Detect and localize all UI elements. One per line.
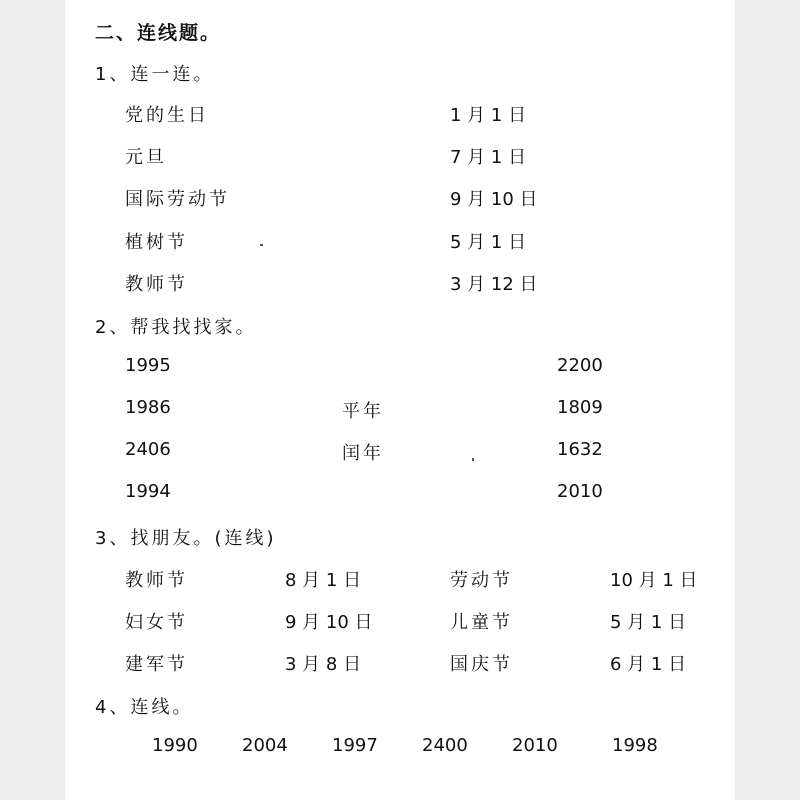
q2-left-year: 2406	[125, 439, 171, 460]
q2-right-year: 2010	[557, 481, 603, 502]
q1-left-item: 国际劳动节	[125, 189, 230, 210]
q1-right-item: 1 月 1 日	[450, 105, 527, 126]
q3-date: 5 月 1 日	[610, 612, 687, 633]
q3-holiday: 妇女节	[125, 612, 188, 633]
q4-year: 1990	[152, 735, 198, 756]
q3-date: 3 月 8 日	[285, 654, 362, 675]
q2-category-common-year: 平年	[342, 401, 384, 422]
q4-year: 1998	[612, 735, 658, 756]
q1-right-item: 9 月 10 日	[450, 189, 538, 210]
q3-holiday: 教师节	[125, 570, 188, 591]
q2-left-year: 1994	[125, 481, 171, 502]
question-1-heading: 1、连一连。	[95, 64, 215, 85]
q4-year: 2400	[422, 735, 468, 756]
q3-holiday: 国庆节	[450, 654, 513, 675]
q4-year: 2010	[512, 735, 558, 756]
q3-date: 6 月 1 日	[610, 654, 687, 675]
q1-left-item: 元旦	[125, 147, 167, 168]
q2-right-year: 1809	[557, 397, 603, 418]
q3-date: 9 月 10 日	[285, 612, 373, 633]
question-3-heading: 3、找朋友。(连线)	[95, 528, 277, 549]
q2-category-leap-year: 闰年	[342, 443, 384, 464]
q1-left-item: 党的生日	[125, 105, 209, 126]
q4-year: 2004	[242, 735, 288, 756]
q1-right-item: 5 月 1 日	[450, 232, 527, 253]
q2-right-year: 2200	[557, 355, 603, 376]
q3-date: 10 月 1 日	[610, 570, 698, 591]
question-2-heading: 2、帮我找找家。	[95, 317, 257, 338]
q3-holiday: 儿童节	[450, 612, 513, 633]
q3-holiday: 劳动节	[450, 570, 513, 591]
q2-left-year: 1995	[125, 355, 171, 376]
section-title: 二、连线题。	[95, 22, 222, 44]
q1-right-item: 7 月 1 日	[450, 147, 527, 168]
q2-left-year: 1986	[125, 397, 171, 418]
stray-mark	[260, 244, 263, 246]
q1-right-item: 3 月 12 日	[450, 274, 538, 295]
q4-year: 1997	[332, 735, 378, 756]
q3-date: 8 月 1 日	[285, 570, 362, 591]
q2-right-year: 1632	[557, 439, 603, 460]
question-4-heading: 4、连线。	[95, 697, 194, 718]
q1-left-item: 教师节	[125, 274, 188, 295]
q1-left-item: 植树节	[125, 232, 188, 253]
stray-mark	[472, 458, 474, 461]
q3-holiday: 建军节	[125, 654, 188, 675]
